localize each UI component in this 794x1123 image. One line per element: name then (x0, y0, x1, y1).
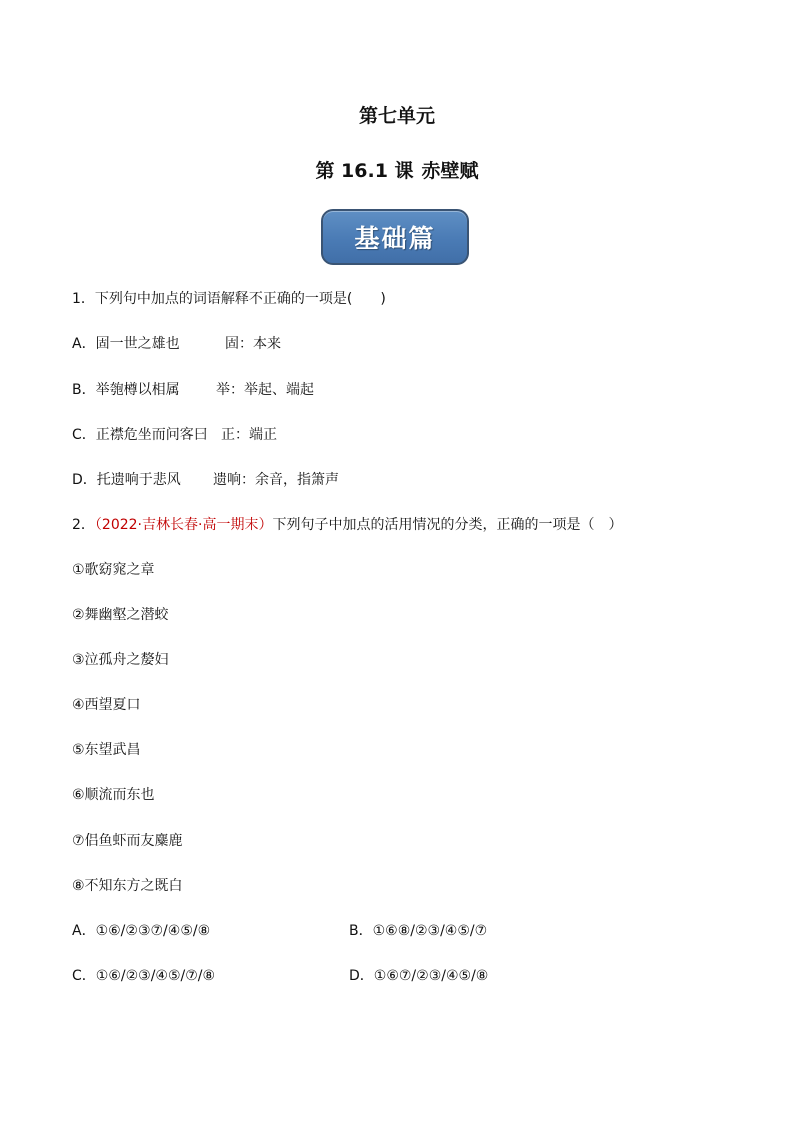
question-2-number: 2． (72, 517, 95, 533)
lesson-number: 第 16.1 课 (315, 160, 414, 182)
list-item: ⑦侣鱼虾而友麋鹿 (72, 833, 183, 849)
section-banner-label: 基础篇 (354, 224, 436, 253)
list-item: ⑧不知东方之既白 (72, 878, 183, 894)
unit-title: 第七单元 (358, 105, 435, 127)
option-gloss: 遗响：余音，指箫声 (213, 472, 339, 488)
question-1-option-d (72, 471, 339, 489)
list-item: ②舞幽壑之潜蛟 (72, 607, 169, 623)
question-1-option-b (72, 381, 314, 399)
answer-option-c: C．①⑥/②③/④⑤/⑦/⑧ (72, 968, 216, 984)
list-item: ④西望夏口 (72, 697, 141, 713)
answer-option-a: A．①⑥/②③⑦/④⑤/⑧ (72, 923, 211, 939)
section-banner (321, 209, 469, 265)
question-1-option-a (72, 335, 281, 353)
list-item: ③泣孤舟之嫠妇 (72, 652, 169, 668)
list-item: ⑤东望武昌 (72, 742, 141, 758)
option-text: A．固一世之雄也 (72, 336, 180, 352)
option-text: B．举匏樽以相属 (72, 382, 180, 398)
list-item: ⑥顺流而东也 (72, 787, 155, 803)
question-2-source: （2022·吉林长春·高一期末） (94, 517, 273, 533)
answer-option-b: B．①⑥⑧/②③/④⑤/⑦ (349, 923, 488, 939)
lesson-title (0, 159, 794, 183)
option-gloss: 固：本来 (225, 336, 281, 352)
option-gloss: 正：端正 (221, 427, 277, 443)
option-gloss: 举：举起、端起 (216, 382, 314, 398)
option-text: D．托遗响于悲风 (72, 472, 181, 488)
answer-option-d: D．①⑥⑦/②③/④⑤/⑧ (349, 968, 489, 984)
question-2-stem (72, 516, 622, 534)
question-1-option-c (72, 426, 277, 444)
list-item: ①歌窈窕之章 (72, 562, 155, 578)
option-text: C．正襟危坐而问客曰 (72, 427, 208, 443)
question-1-stem: 1．下列句中加点的词语解释不正确的一项是( ) (72, 291, 386, 307)
lesson-name: 赤壁赋 (421, 160, 479, 182)
question-2-text: 下列句子中加点的活用情况的分类，正确的一项是（ ） (272, 517, 623, 533)
